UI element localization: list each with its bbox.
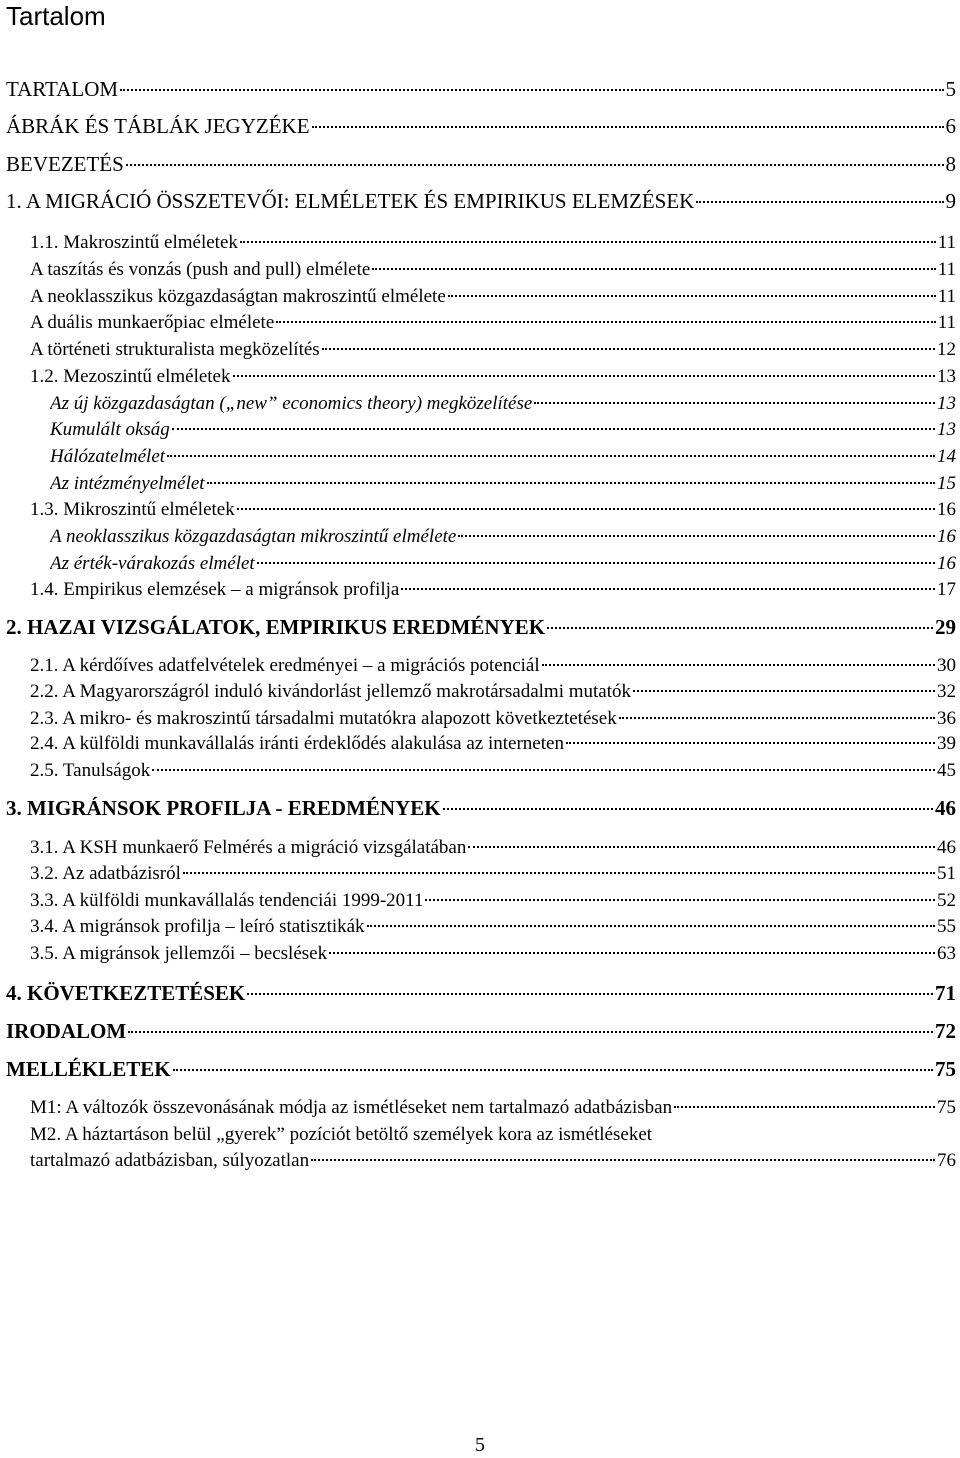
toc-entry-title: M2. A háztartáson belül „gyerek” pozíciót betöltő személyek kora az ismétléseket [30,1124,653,1145]
toc-entry-page: 14 [937,446,956,467]
toc-entry[interactable] [50,416,956,444]
toc-entry-title: A duális munkaerőpiac elmélete [30,312,275,333]
toc-entry-page: 30 [937,655,956,676]
toc-entry-title: A történeti strukturalista megközelítés [30,339,320,360]
toc-entry[interactable] [30,336,956,364]
toc-entry-page: 52 [937,890,956,911]
toc-entry-page: 16 [937,499,956,520]
toc-entry[interactable] [30,309,956,337]
toc-dot-leader [257,562,935,564]
toc-entry-page: 11 [937,312,956,333]
toc-entry-page: 13 [937,419,956,440]
toc-entry[interactable] [30,1094,956,1122]
toc-entry[interactable] [6,187,956,215]
toc-entry[interactable] [30,652,956,680]
toc-entry-page: 45 [937,760,956,781]
toc-dot-leader [237,508,935,510]
toc-entry-title: 1.3. Mikroszintű elméletek [30,499,235,520]
toc-entry-title: 1. A MIGRÁCIÓ ÖSSZETEVŐI: ELMÉLETEK ÉS EMPIRIKUS ELEMZÉSEK [6,189,695,213]
toc-entry-title: Hálózatelmélet [50,446,166,467]
page-number: 5 [475,1434,485,1456]
toc-dot-leader [247,993,933,995]
toc-entry[interactable] [30,757,956,785]
toc-dot-leader [458,535,935,537]
toc-entry-title: Az érték-várakozás elmélet [50,553,255,574]
toc-dot-leader [120,89,943,91]
toc-entry[interactable] [6,794,956,822]
toc-entry-page: 72 [935,1019,956,1043]
toc-entry[interactable] [50,550,956,578]
toc-entry[interactable] [30,256,956,284]
toc-dot-leader [372,268,935,270]
toc-entry[interactable] [30,678,956,706]
toc-entry-title: Kumulált okság [50,419,170,440]
toc-entry-page: 55 [937,916,956,937]
toc-entry-page: 16 [937,526,956,547]
toc-dot-leader [696,201,943,203]
toc-entry-page: 29 [935,615,956,639]
toc-entry-title: TARTALOM [6,77,119,101]
toc-entry[interactable] [50,470,956,498]
toc-dot-leader [329,952,935,954]
toc-dot-leader [276,321,935,323]
toc-entry-title: 2.2. A Magyarországról induló kivándorlást jellemző makrotársadalmi mutatók [30,681,631,702]
toc-entry-title: 1.1. Makroszintű elméletek [30,232,238,253]
toc-entry-title: 2.4. A külföldi munkavállalás iránti érdeklődés alakulása az interneten [30,733,564,754]
toc-entry-page: 13 [937,393,956,414]
toc-entry-page: 51 [937,863,956,884]
toc-entry[interactable] [30,730,956,758]
toc-entry-title: BEVEZETÉS [6,152,124,176]
toc-entry-title: 2. HAZAI VIZSGÁLATOK, EMPIRIKUS EREDMÉNYEK [6,615,546,639]
toc-entry-page: 71 [935,981,956,1005]
toc-entry[interactable] [6,150,956,178]
toc-dot-leader [233,375,936,377]
toc-entry-page: 5 [945,77,956,101]
page-heading: Tartalom [6,1,106,31]
toc-entry[interactable] [30,496,956,524]
toc-entry-page: 12 [937,339,956,360]
toc-entry-title: 3.2. Az adatbázisról [30,863,181,884]
toc-dot-leader [425,899,935,901]
toc-entry-title: 1.2. Mezoszintű elméletek [30,366,231,387]
toc-entry-title: 3.4. A migránsok profilja – leíró statisztikák [30,916,365,937]
toc-dot-leader [126,164,944,166]
toc-entry-title: MELLÉKLETEK [6,1057,171,1081]
toc-entry[interactable] [50,443,956,471]
toc-dot-leader [322,348,935,350]
toc-entry[interactable] [30,229,956,257]
toc-entry-page: 11 [937,286,956,307]
toc-dot-leader [152,769,935,771]
toc-entry-page: 15 [937,473,956,494]
toc-dot-leader [534,402,935,404]
toc-entry-title: A neoklasszikus közgazdaságtan makroszintű elmélete [30,286,446,307]
toc-entry-page: 76 [937,1150,956,1171]
toc-entry-title: 1.4. Empirikus elemzések – a migránsok profilja [30,579,400,600]
toc-dot-leader [566,742,935,744]
toc-dot-leader [312,126,944,128]
toc-entry-title: M1: A változók összevonásának módja az ismétléseket nem tartalmazó adatbázisban [30,1097,673,1118]
toc-entry-title: A neoklasszikus közgazdaságtan mikroszintű elmélete [50,526,457,547]
toc-entry-title: 3. MIGRÁNSOK PROFILJA - EREDMÉNYEK [6,796,441,820]
toc-dot-leader [542,664,935,666]
toc-entry-page: 32 [937,681,956,702]
toc-dot-leader [547,627,933,629]
toc-entry-page: 75 [937,1097,956,1118]
toc-entry[interactable] [30,940,956,968]
toc-entry-continuation[interactable] [30,1147,956,1175]
toc-entry-page: 46 [935,796,956,820]
toc-entry-title: tartalmazó adatbázisban, súlyozatlan [30,1150,310,1171]
toc-dot-leader [311,1159,935,1161]
toc-entry-page: 17 [937,579,956,600]
toc-dot-leader [173,1069,933,1071]
toc-entry-title: 2.5. Tanulságok [30,760,151,781]
toc-dot-leader [633,690,935,692]
toc-entry-title: ÁBRÁK ÉS TÁBLÁK JEGYZÉKE [6,114,310,138]
toc-entry-title: A taszítás és vonzás (push and pull) elmélete [30,259,371,280]
toc-dot-leader [448,295,936,297]
toc-dot-leader [128,1031,933,1033]
toc-entry-page: 75 [935,1057,956,1081]
toc-entry-page: 9 [945,189,956,213]
toc-entry-page: 46 [937,837,956,858]
toc-entry-title: Az új közgazdaságtan („new” economics theory) megközelítése [50,393,533,414]
toc-entry[interactable] [6,112,956,140]
toc-entry[interactable] [6,979,956,1007]
toc-entry[interactable] [30,283,956,311]
toc-entry-page: 11 [937,259,956,280]
toc-entry-title: IRODALOM [6,1019,127,1043]
toc-entry-title: 3.3. A külföldi munkavállalás tendenciái 1999-2011 [30,890,424,911]
toc-entry-title: 2.1. A kérdőíves adatfelvételek eredményei – a migrációs potenciál [30,655,540,676]
toc-entry-title: 4. KÖVETKEZTETÉSEK [6,981,246,1005]
toc-entry[interactable] [50,523,956,551]
toc-entry[interactable] [6,1055,956,1083]
toc-entry[interactable] [30,860,956,888]
toc-dot-leader [207,482,935,484]
toc-entry-title: Az intézményelmélet [50,473,205,494]
toc-entry-page: 16 [937,553,956,574]
toc-dot-leader [167,455,935,457]
toc-dot-leader [674,1106,935,1108]
toc-dot-leader [367,925,935,927]
toc-dot-leader [240,241,936,243]
toc-entry-page: 11 [937,232,956,253]
toc-dot-leader [443,808,933,810]
toc-dot-leader [619,717,935,719]
toc-entry[interactable] [30,887,956,915]
toc-dot-leader [468,846,935,848]
toc-entry[interactable] [30,705,956,733]
toc-entry-title: 2.3. A mikro- és makroszintű társadalmi mutatókra alapozott következtetések [30,708,617,729]
toc-entry[interactable] [30,834,956,862]
toc-entry[interactable] [6,613,956,641]
toc-entry-page: 39 [937,733,956,754]
toc-entry-page: 13 [937,366,956,387]
toc-entry-page: 6 [945,114,956,138]
toc-entry-wrapped[interactable] [30,1121,956,1148]
toc-entry[interactable] [50,390,956,418]
toc-dot-leader [183,872,935,874]
toc-entry-page: 8 [945,152,956,176]
toc-entry-page: 63 [937,943,956,964]
toc-entry-title: 3.5. A migránsok jellemzői – becslések [30,943,328,964]
toc-dot-leader [172,428,935,430]
toc-entry-page: 36 [937,708,956,729]
toc-entry[interactable] [30,363,956,391]
toc-entry[interactable] [30,576,956,604]
toc-entry[interactable] [30,913,956,941]
toc-entry-title: 3.1. A KSH munkaerő Felmérés a migráció vizsgálatában [30,837,467,858]
toc-dot-leader [401,588,935,590]
toc-entry[interactable] [6,75,956,103]
toc-entry[interactable] [6,1017,956,1045]
